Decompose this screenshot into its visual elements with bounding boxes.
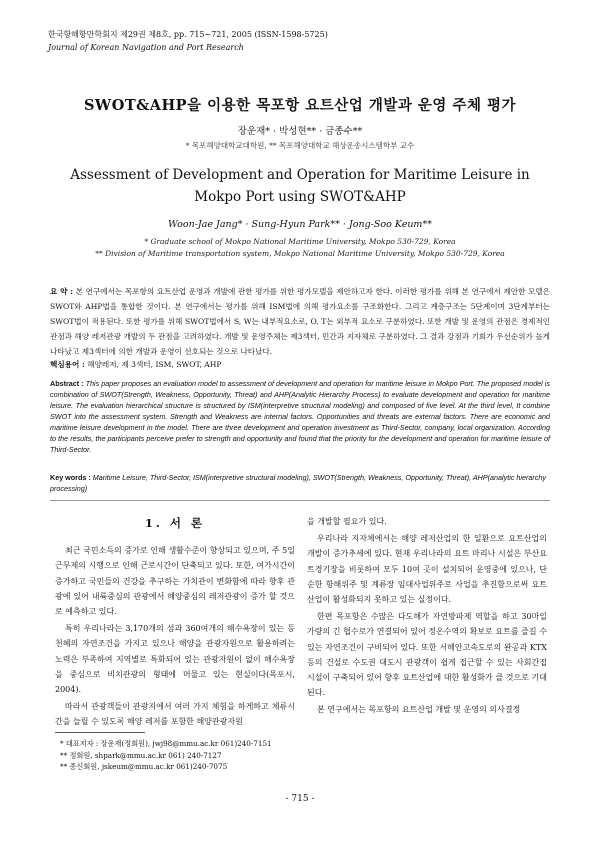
- abstract-ko: [50, 284, 550, 359]
- affiliation-en-line-2: ** Division of Maritime transportation system, Mokpo National Maritime University, Mokpo 530-729, Korea: [95, 249, 505, 258]
- keywords-en: [50, 472, 550, 494]
- keywords-ko-label: 핵심용어 :: [50, 360, 85, 369]
- affiliation-en: [0, 236, 600, 260]
- keywords-ko-text: 해양레저, 제 3섹터, ISM, SWOT, AHP: [87, 360, 222, 369]
- authors-ko: 장운재* · 박성현** · 금종수**: [237, 126, 363, 137]
- body-paragraph: 최근 국민소득의 증가로 인해 생활수준이 향상되고 있으며, 주 5일 근무제의 시행으로 인해 근로시간이 단축되고 있다. 또한, 여가시간이 증가하고 국민들의 건강을 추구하는 가치관이 변화함에 따라 향후 관광에 있어 내륙중심의 관광에서 해양중심의 레저관광이 증가 할 것으로 예측하고 있다.: [55, 546, 295, 617]
- footnote: ** 정회원, shpark@mmu.ac.kr 061) 240-7127: [60, 750, 222, 760]
- paper-title-ko: SWOT&AHP을 이용한 목포항 요트산업 개발과 운영 주체 평가: [83, 97, 517, 114]
- paper-title-en: Assessment of Development and Operation for Maritime Leisure in Mokpo Port using SWOT&AHP: [70, 167, 530, 205]
- footnotes: [60, 738, 300, 773]
- journal-header: [48, 28, 328, 54]
- journal-name-en: Journal of Korean Navigation and Port Research: [48, 43, 244, 52]
- body-paragraph: 한편 목포항은 수많은 다도해가 자연방파제 역할을 하고 30마일 가량의 긴 협수로가 연결되어 있어 정온수역의 확보로 요트를 즐길 수 있는 자연조건이 구비되어 있다. 또한 서해안고속도로의 완공과 KTX등의 건설로 수도권 대도시 관광객이 쉽게 접근할 수 있는 사회간접 시설이 구축되어 있어 향후 요트산업에 대한 활성화가 클 것으로 기대된다.: [307, 612, 547, 698]
- abstract-en-text: This paper proposes an evaluation model to assessment of development and operation for maritime leisure in Mokpo Port. The proposed model is combination of SWOT(Strength, Weakness, Opportunity, Threat) and AHP(Analytic Hierarchy Process) to evaluate development and operation for maritime leisure. The evaluation hierarchical structure is structured by ISM(interpretive structural modeling) and composed of five level. At the third level, It combine SWOT into the assessment system. Strength and Weakness are internal factors. Opportunities and threats are external factors. There are economic and maritime leisure development in the model. There are three development and operation investment as Third-Sector, company, local organization. According to the results, the participants perceive prefer to strength and opportunity and found that the priority for the development and operation for maritime leisure of Third-Sector.: [50, 379, 550, 454]
- abstract-en: [50, 378, 550, 455]
- abstract-en-label: Abstract :: [50, 379, 84, 388]
- journal-citation-ko: 한국항해항만학회지 제29권 제8호, pp. 715~721, 2005 (ISSN-1598-5725): [48, 30, 328, 39]
- keywords-en-text: Maritime Leisure, Third-Sector, ISM(interpretive structural modeling), SWOT(Strength, Weakness, Opportunity, Threat), AHP(analytic hierarchy processing): [50, 473, 546, 493]
- body-paragraph: 따라서 관광객들이 관광지에서 여러 가지 체험을 하게하고 체류시간을 늘릴 수 있도록 해양 레저를 포함한 해양관광자원: [55, 702, 295, 727]
- body-paragraph: 우리나라 지자체에서는 해양 레저산업의 한 일환으로 요트산업의 개발이 증가추세에 있다. 현재 우리나라의 요트 마리나 시설은 부산요트경기장을 비롯하여 모두 10여 곳이 설치되어 운영중에 있으나, 단순한 항해위주 및 계류장 임대사업위주로 사업을 추진함으로써 요트산업이 활성화되지 못하고 있는 실정이다.: [307, 534, 547, 605]
- section-heading: 1. 서 론: [144, 516, 206, 530]
- body-paragraph: 을 개발할 필요가 있다.: [307, 517, 387, 526]
- affiliation-ko: * 목포해양대학교대학원, ** 목포해양대학교 해상운송시스템학부 교수: [185, 141, 415, 150]
- page-number: - 715 -: [285, 794, 315, 804]
- abstract-ko-label: 요 약 :: [50, 287, 74, 296]
- keywords-ko: [50, 359, 550, 370]
- body-column-left: [55, 514, 295, 732]
- body-paragraph: 본 연구에서는 목포항의 요트산업 개발 및 운영의 의사결정: [317, 705, 521, 715]
- affiliation-en-line-1: * Graduate school of Mokpo National Maritime University, Mokpo 530-729, Korea: [144, 237, 456, 246]
- abstract-ko-text: 본 연구에서는 목포항의 요트산업 운영과 개발에 관한 평가를 위한 평가모델을 제안하고자 한다. 이러한 평가를 위해 본 연구에서 제안한 모델은 SWOT와 AHP법을 통합한 것이다. 본 연구에서는 평가를 위해 ISM법에 의해 평가요소를 구조화한다. 그리고 계층구조는 5단계이며 3단계부터는 SWOT법이 적용된다. 또한 평가를 위해 SWOT법에서 S, W는 내부적요소로, O, T는 외부적 요소로 구분하였다. 또한 개발 및 운영의 관점은 경제적인 관점과 해양 레저관광 개발의 두 관점을 고려하였다. 개발 및 운영주체는 제3섹터, 민간과 지자체로 구분하였다. 그 결과 강점과 기회가 우선순위가 높게 나타났고 제3섹터에 의한 개발과 운영이 선호되는 것으로 나타났다.: [50, 287, 550, 356]
- body-column-right: [307, 514, 547, 720]
- abstract-divider: [50, 500, 550, 501]
- authors-en: Woon-Jae Jang* · Sung-Hyun Park** · Jong-Soo Keum**: [168, 219, 432, 230]
- keywords-en-label: Key words :: [50, 473, 91, 482]
- footnote: ** 종신회원, jskeum@mmu.ac.kr 061)240-7075: [60, 762, 228, 771]
- body-paragraph: 특히 우리나라는 3,170개의 섬과 360여개의 해수욕장이 있는 등 천혜의 자연조건을 가지고 있으나 해양을 관광자원으로 활용하려는 노력은 부족하여 지역별로 특화되어 있는 관광자원이 없이 해수욕장을 중심으로 비치관광의 형태에 머물고 있는 현실이다(목포시, 2004).: [55, 624, 295, 695]
- footnote-rule: [55, 732, 145, 733]
- footnote: * 대표저자 : 장운재(정회원), jwj98@mmu.ac.kr 061)240-7151: [60, 739, 272, 748]
